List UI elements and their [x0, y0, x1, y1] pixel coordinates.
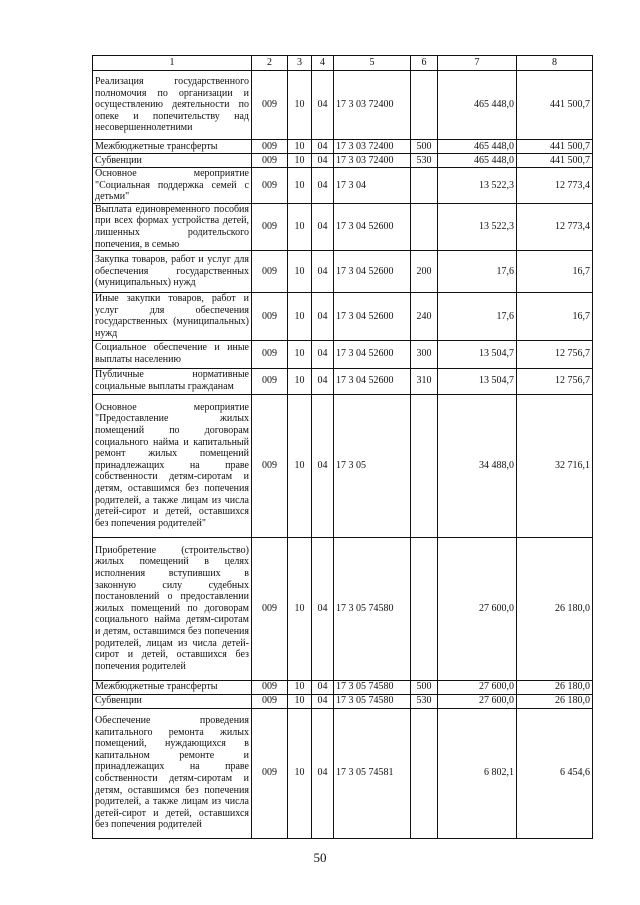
page-number: 50 [313, 850, 327, 865]
cell-name: Публичные нормативные социальные выплаты гражданам [93, 368, 252, 394]
cell-csr: 17 3 04 52600 [334, 293, 411, 340]
cell-csr: 17 3 05 [334, 394, 411, 537]
table-row [93, 251, 593, 293]
table-row [93, 394, 593, 537]
cell-csr: 17 3 04 52600 [334, 251, 411, 293]
cell-sum1: 13 522,3 [438, 203, 517, 250]
cell-pr: 04 [312, 140, 334, 154]
column-header: 6 [411, 56, 438, 71]
cell-sum1: 27 600,0 [438, 537, 517, 680]
table-row [93, 154, 593, 168]
cell-name: Основное мероприятие "Предоставление жилых помещений по договорам социального найма и капитальный ремонт жилых помещений принадлежащих на праве собственности детям-сиротам и детям, оставшимся без попечения родителей, а также лицам из числа детей-сирот и детей, оставшихся без попечения родителей" [93, 394, 252, 537]
cell-sum1: 465 448,0 [438, 71, 517, 140]
column-header: 1 [93, 56, 252, 71]
cell-csr: 17 3 05 74580 [334, 537, 411, 680]
cell-vr [411, 203, 438, 250]
cell-vr: 530 [411, 154, 438, 168]
cell-pr: 04 [312, 537, 334, 680]
column-header: 5 [334, 56, 411, 71]
cell-name: Иные закупки товаров, работ и услуг для обеспечения государственных (муниципальных) нужд [93, 293, 252, 340]
cell-rz: 10 [288, 694, 312, 708]
cell-rz: 10 [288, 680, 312, 694]
cell-csr: 17 3 05 74580 [334, 694, 411, 708]
cell-csr: 17 3 04 [334, 168, 411, 204]
table-row [93, 680, 593, 694]
cell-sum2: 441 500,7 [517, 71, 593, 140]
cell-sum1: 27 600,0 [438, 694, 517, 708]
cell-name: Основное мероприятие "Социальная поддержка семей с детьми" [93, 168, 252, 204]
column-header: 8 [517, 56, 593, 71]
cell-vr: 500 [411, 140, 438, 154]
column-header: 7 [438, 56, 517, 71]
cell-name: Межбюджетные трансферты [93, 680, 252, 694]
cell-sum1: 13 522,3 [438, 168, 517, 204]
budget-table [92, 55, 593, 839]
cell-grbs: 009 [252, 140, 288, 154]
cell-grbs: 009 [252, 168, 288, 204]
cell-pr: 04 [312, 203, 334, 250]
cell-csr: 17 3 05 74581 [334, 708, 411, 838]
table-row [93, 168, 593, 204]
cell-sum1: 34 488,0 [438, 394, 517, 537]
cell-sum1: 13 504,7 [438, 368, 517, 394]
cell-rz: 10 [288, 708, 312, 838]
cell-name: Субвенции [93, 694, 252, 708]
cell-rz: 10 [288, 368, 312, 394]
cell-pr: 04 [312, 340, 334, 368]
cell-vr [411, 168, 438, 204]
cell-sum2: 16,7 [517, 293, 593, 340]
table-row [93, 293, 593, 340]
cell-sum1: 27 600,0 [438, 680, 517, 694]
table-row [93, 708, 593, 838]
cell-sum2: 16,7 [517, 251, 593, 293]
cell-name: Межбюджетные трансферты [93, 140, 252, 154]
cell-pr: 04 [312, 708, 334, 838]
cell-csr: 17 3 04 52600 [334, 203, 411, 250]
cell-vr [411, 71, 438, 140]
cell-grbs: 009 [252, 708, 288, 838]
cell-vr: 500 [411, 680, 438, 694]
cell-sum2: 12 773,4 [517, 168, 593, 204]
cell-sum2: 6 454,6 [517, 708, 593, 838]
column-header: 4 [312, 56, 334, 71]
cell-rz: 10 [288, 71, 312, 140]
column-header: 3 [288, 56, 312, 71]
cell-grbs: 009 [252, 71, 288, 140]
table-row [93, 340, 593, 368]
cell-name: Обеспечение проведения капитального ремонта жилых помещений, нуждающихся в капитальном ремонте и принадлежащих на праве собственности детям-сиротам и детям, оставшимся без попечения родителей, а также лицам из числа детей-сирот и детей, оставшихся без попечения родителей [93, 708, 252, 838]
table-row [93, 368, 593, 394]
cell-grbs: 009 [252, 154, 288, 168]
cell-sum1: 465 448,0 [438, 140, 517, 154]
cell-pr: 04 [312, 168, 334, 204]
cell-pr: 04 [312, 251, 334, 293]
cell-vr: 300 [411, 340, 438, 368]
cell-name: Приобретение (строительство) жилых помещений в целях исполнения вступивших в законную силу судебных постановлений о предоставлении жилых помещений по договорам социального найма детям-сиротам и детям, оставшимся без попечения родителей, лицам из числа детей-сирот и детей, оставшихся без попечения родителей [93, 537, 252, 680]
cell-vr [411, 537, 438, 680]
cell-grbs: 009 [252, 368, 288, 394]
cell-pr: 04 [312, 71, 334, 140]
cell-vr: 530 [411, 694, 438, 708]
cell-grbs: 009 [252, 203, 288, 250]
cell-sum2: 441 500,7 [517, 154, 593, 168]
cell-vr: 310 [411, 368, 438, 394]
cell-sum1: 17,6 [438, 251, 517, 293]
cell-grbs: 009 [252, 680, 288, 694]
cell-csr: 17 3 04 52600 [334, 368, 411, 394]
cell-grbs: 009 [252, 251, 288, 293]
cell-rz: 10 [288, 293, 312, 340]
cell-sum2: 12 773,4 [517, 203, 593, 250]
cell-sum2: 32 716,1 [517, 394, 593, 537]
cell-csr: 17 3 03 72400 [334, 71, 411, 140]
cell-pr: 04 [312, 293, 334, 340]
cell-name: Выплата единовременного пособия при всех формах устройства детей, лишенных родительского попечения, в семью [93, 203, 252, 250]
cell-vr: 200 [411, 251, 438, 293]
cell-pr: 04 [312, 394, 334, 537]
cell-csr: 17 3 03 72400 [334, 140, 411, 154]
column-header: 2 [252, 56, 288, 71]
table-row [93, 203, 593, 250]
cell-rz: 10 [288, 394, 312, 537]
cell-name: Реализация государственного полномочия по организации и осуществлению деятельности по опеке и попечительству над несовершеннолетними [93, 71, 252, 140]
cell-sum1: 13 504,7 [438, 340, 517, 368]
table-row [93, 537, 593, 680]
cell-sum1: 465 448,0 [438, 154, 517, 168]
cell-sum2: 441 500,7 [517, 140, 593, 154]
cell-vr [411, 394, 438, 537]
cell-pr: 04 [312, 154, 334, 168]
cell-grbs: 009 [252, 340, 288, 368]
cell-name: Социальное обеспечение и иные выплаты населению [93, 340, 252, 368]
cell-sum2: 26 180,0 [517, 680, 593, 694]
cell-sum2: 26 180,0 [517, 537, 593, 680]
table-row [93, 140, 593, 154]
cell-grbs: 009 [252, 537, 288, 680]
cell-vr: 240 [411, 293, 438, 340]
cell-vr [411, 708, 438, 838]
cell-pr: 04 [312, 680, 334, 694]
cell-rz: 10 [288, 168, 312, 204]
cell-pr: 04 [312, 368, 334, 394]
cell-rz: 10 [288, 251, 312, 293]
cell-rz: 10 [288, 340, 312, 368]
cell-csr: 17 3 04 52600 [334, 340, 411, 368]
cell-name: Закупка товаров, работ и услуг для обеспечения государственных (муниципальных) нужд [93, 251, 252, 293]
cell-sum2: 26 180,0 [517, 694, 593, 708]
table-row [93, 71, 593, 140]
cell-pr: 04 [312, 694, 334, 708]
cell-rz: 10 [288, 203, 312, 250]
cell-rz: 10 [288, 537, 312, 680]
cell-sum2: 12 756,7 [517, 340, 593, 368]
table-row [93, 694, 593, 708]
cell-grbs: 009 [252, 293, 288, 340]
cell-rz: 10 [288, 154, 312, 168]
cell-csr: 17 3 05 74580 [334, 680, 411, 694]
cell-sum1: 17,6 [438, 293, 517, 340]
cell-csr: 17 3 03 72400 [334, 154, 411, 168]
cell-grbs: 009 [252, 394, 288, 537]
cell-grbs: 009 [252, 694, 288, 708]
cell-sum1: 6 802,1 [438, 708, 517, 838]
cell-name: Субвенции [93, 154, 252, 168]
cell-sum2: 12 756,7 [517, 368, 593, 394]
cell-rz: 10 [288, 140, 312, 154]
header-row [93, 56, 593, 71]
